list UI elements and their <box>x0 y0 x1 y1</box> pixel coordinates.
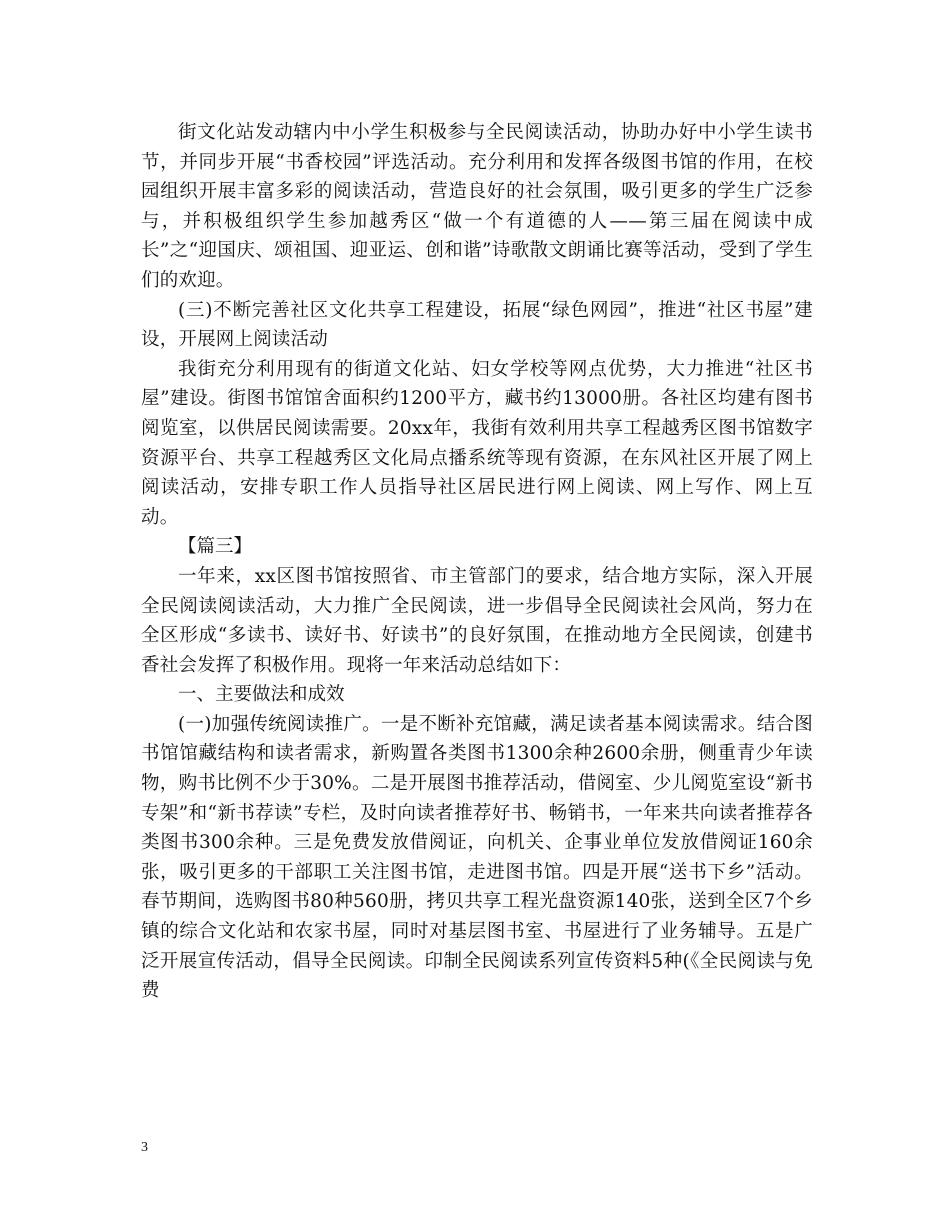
paragraph-community-bookhouse: 我街充分利用现有的街道文化站、妇女学校等网点优势，大力推进“社区书屋”建设。街图书馆馆舍面积约1200平方，藏书约13000册。各社区均建有图书阅览室，以供居民阅读需要。20xx年，我街有效利用共享工程越秀区图书馆数字资源平台、共享工程越秀区文化局点播系统等现有资源，在东风社区开展了网上阅读活动，安排专职工作人员指导社区居民进行网上阅读、网上写作、网上互动。 <box>141 358 813 528</box>
paragraph-student-reading: 街文化站发动辖内中小学生积极参与全民阅读活动，协助办好中小学生读书节，并同步开展“书香校园”评选活动。充分利用和发挥各级图书馆的作用，在校园组织开展丰富多彩的阅读活动，营造良好的社会氛围，吸引更多的学生广泛参与，并积极组织学生参加越秀区“做一个有道德的人——第三届在阅读中成长”之“迎国庆、颂祖国、迎亚运、创和谐”诗歌散文朗诵比赛等活动，受到了学生们的欢迎。 <box>141 122 813 291</box>
section-heading-main-practices: 一、主要做法和成效 <box>178 684 345 706</box>
page-number: 3 <box>141 1140 148 1155</box>
paragraph-community-heading: (三)不断完善社区文化共享工程建设，拓展“绿色网园”，推进“社区书屋”建设，开展网上阅读活动 <box>141 299 813 351</box>
paragraph-traditional-reading: (一)加强传统阅读推广。一是不断补充馆藏，满足读者基本阅读需求。结合图书馆馆藏结构和读者需求，新购置各类图书1300余种2600余册，侧重青少年读物，购书比例不少于30%。二是开展图书推荐活动，借阅室、少儿阅览室设“新书专架”和“新书荐读”专栏，及时向读者推荐好书、畅销书，一年来共向读者推荐各类图书300余种。三是免费发放借阅证，向机关、企事业单位发放借阅证160余张，吸引更多的干部职工关注图书馆，走进图书馆。四是开展“送书下乡”活动。春节期间，选购图书80种560册，拷贝共享工程光盘资源140张，送到全区7个乡镇的综合文化站和农家书屋，同时对基层图书室、书屋进行了业务辅导。五是广泛开展宣传活动，倡导全民阅读。印制全民阅读系列宣传资料5种(《全民阅读与免费 <box>141 713 813 1002</box>
document-body <box>141 118 813 1006</box>
section-title-part-three: 【篇三】 <box>178 536 253 558</box>
paragraph-yearly-summary: 一年来，xx区图书馆按照省、市主管部门的要求，结合地方实际，深入开展全民阅读阅读活动，大力推广全民阅读，进一步倡导全民阅读社会风尚，努力在全区形成“多读书、读好书、好读书”的良好氛围，在推动地方全民阅读，创建书香社会发挥了积极作用。现将一年来活动总结如下： <box>141 565 813 676</box>
